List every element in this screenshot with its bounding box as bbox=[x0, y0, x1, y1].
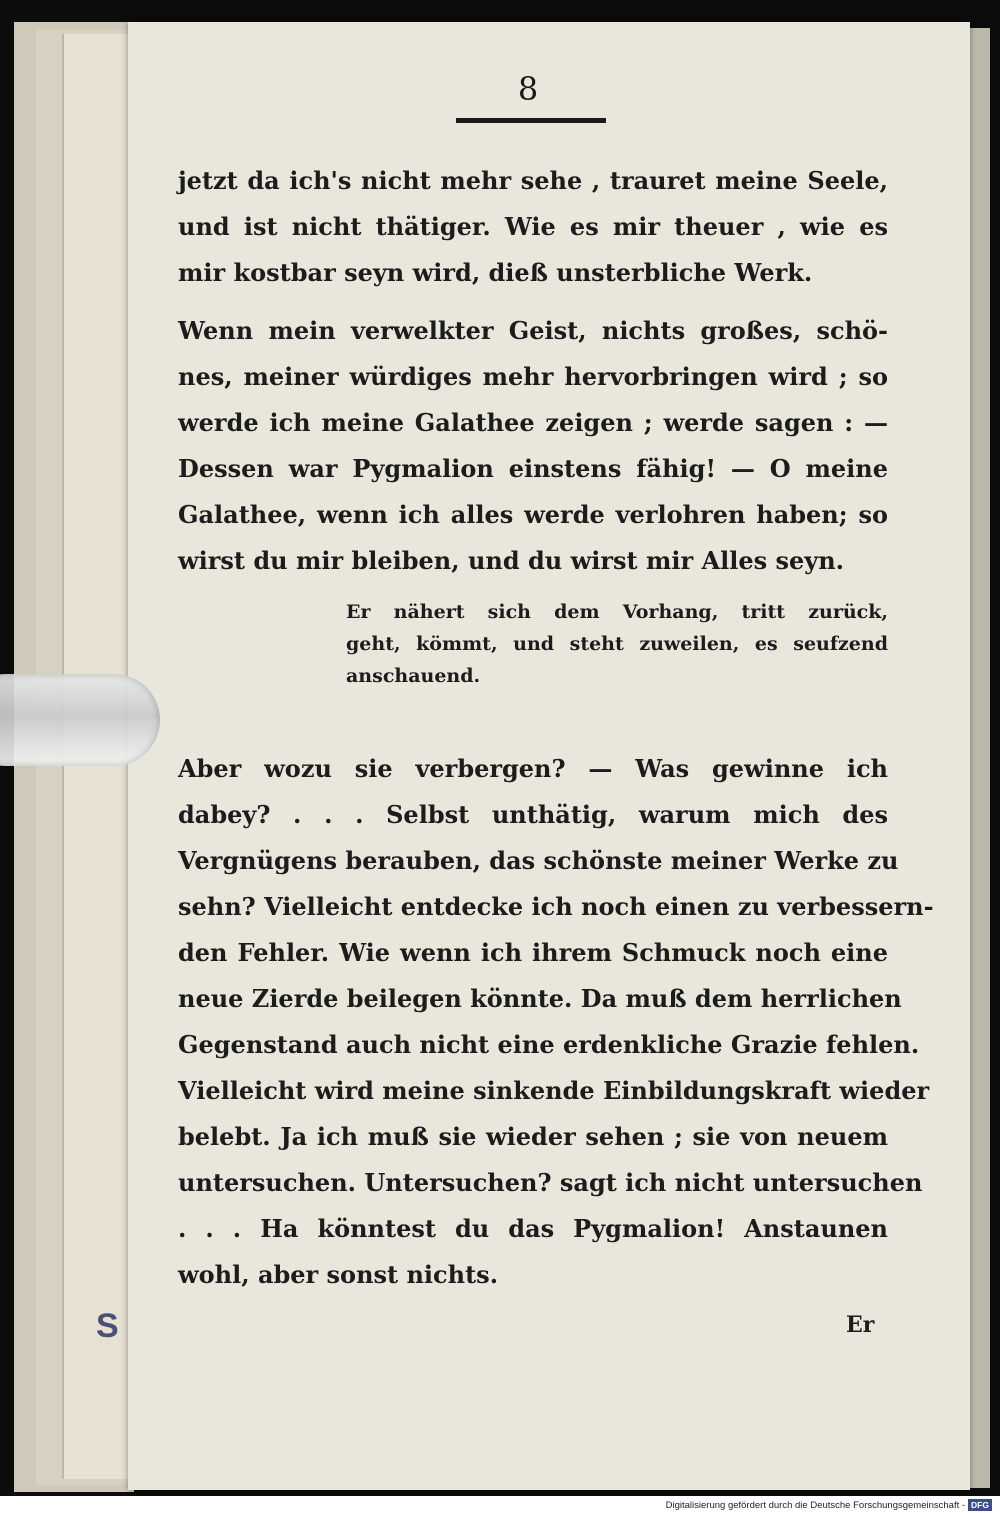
text-line: Wenn mein verwelkter Geist, nichts großes, schö- bbox=[178, 316, 888, 345]
footer-credit-text: Digitalisierung gefördert durch die Deutsche Forschungsgemeinschaft - bbox=[665, 1499, 966, 1511]
paragraph-1 bbox=[178, 158, 888, 296]
text-line: anschauend. bbox=[346, 665, 481, 687]
text-line: Gegenstand auch nicht eine erdenkliche Grazie fehlen. bbox=[178, 1030, 920, 1059]
page-number: 8 bbox=[517, 70, 539, 108]
paragraph-3 bbox=[178, 746, 934, 1298]
text-line: mir kostbar seyn wird, dieß unsterbliche Werk. bbox=[178, 258, 813, 287]
text-line: und ist nicht thätiger. Wie es mir theuer , wie es bbox=[178, 212, 888, 241]
text-line: Vergnügens berauben, das schönste meiner Werke zu bbox=[178, 846, 899, 875]
text-line: Aber wozu sie verbergen? — Was gewinne ich bbox=[178, 754, 888, 783]
text-line: werde ich meine Galathee zeigen ; werde sagen : — bbox=[178, 408, 888, 437]
text-line: nes, meiner würdiges mehr hervorbringen wird ; so bbox=[178, 362, 888, 391]
text-line: wohl, aber sonst nichts. bbox=[178, 1260, 499, 1289]
book-page bbox=[128, 22, 970, 1490]
text-line: wirst du mir bleiben, und du wirst mir Alles seyn. bbox=[178, 546, 844, 575]
text-line: Vielleicht wird meine sinkende Einbildungskraft wieder bbox=[178, 1076, 930, 1105]
stage-direction bbox=[346, 596, 888, 692]
text-line: belebt. Ja ich muß sie wieder sehen ; sie von neuem bbox=[178, 1122, 888, 1151]
text-line: Galathee, wenn ich alles werde verlohren haben; so bbox=[178, 500, 888, 529]
text-line: . . . Ha könntest du das Pygmalion! Anstaunen bbox=[178, 1214, 888, 1243]
dfg-logo: DFG bbox=[968, 1499, 992, 1511]
text-line: neue Zierde beilegen könnte. Da muß dem herrlichen bbox=[178, 984, 902, 1013]
library-stamp: S bbox=[96, 1307, 119, 1345]
paragraph-2 bbox=[178, 308, 888, 584]
text-line: Er nähert sich dem Vorhang, tritt zurück, bbox=[346, 601, 888, 623]
text-line: geht, kömmt, und steht zuweilen, es seufzend bbox=[346, 633, 888, 655]
footer-credit bbox=[666, 1497, 992, 1513]
text-line: dabey? . . . Selbst unthätig, warum mich des bbox=[178, 800, 888, 829]
text-line: untersuchen. Untersuchen? sagt ich nicht untersuchen bbox=[178, 1168, 923, 1197]
text-line: Dessen war Pygmalion einstens fähig! — O meine bbox=[178, 454, 888, 483]
text-line: jetzt da ich's nicht mehr sehe , trauret meine Seele, bbox=[178, 166, 888, 195]
glass-page-holder bbox=[0, 674, 160, 766]
header-rule bbox=[456, 118, 606, 123]
text-line: sehn? Vielleicht entdecke ich noch einen zu verbessern- bbox=[178, 892, 934, 921]
catchword: Er bbox=[846, 1312, 875, 1338]
text-line: den Fehler. Wie wenn ich ihrem Schmuck noch eine bbox=[178, 938, 888, 967]
